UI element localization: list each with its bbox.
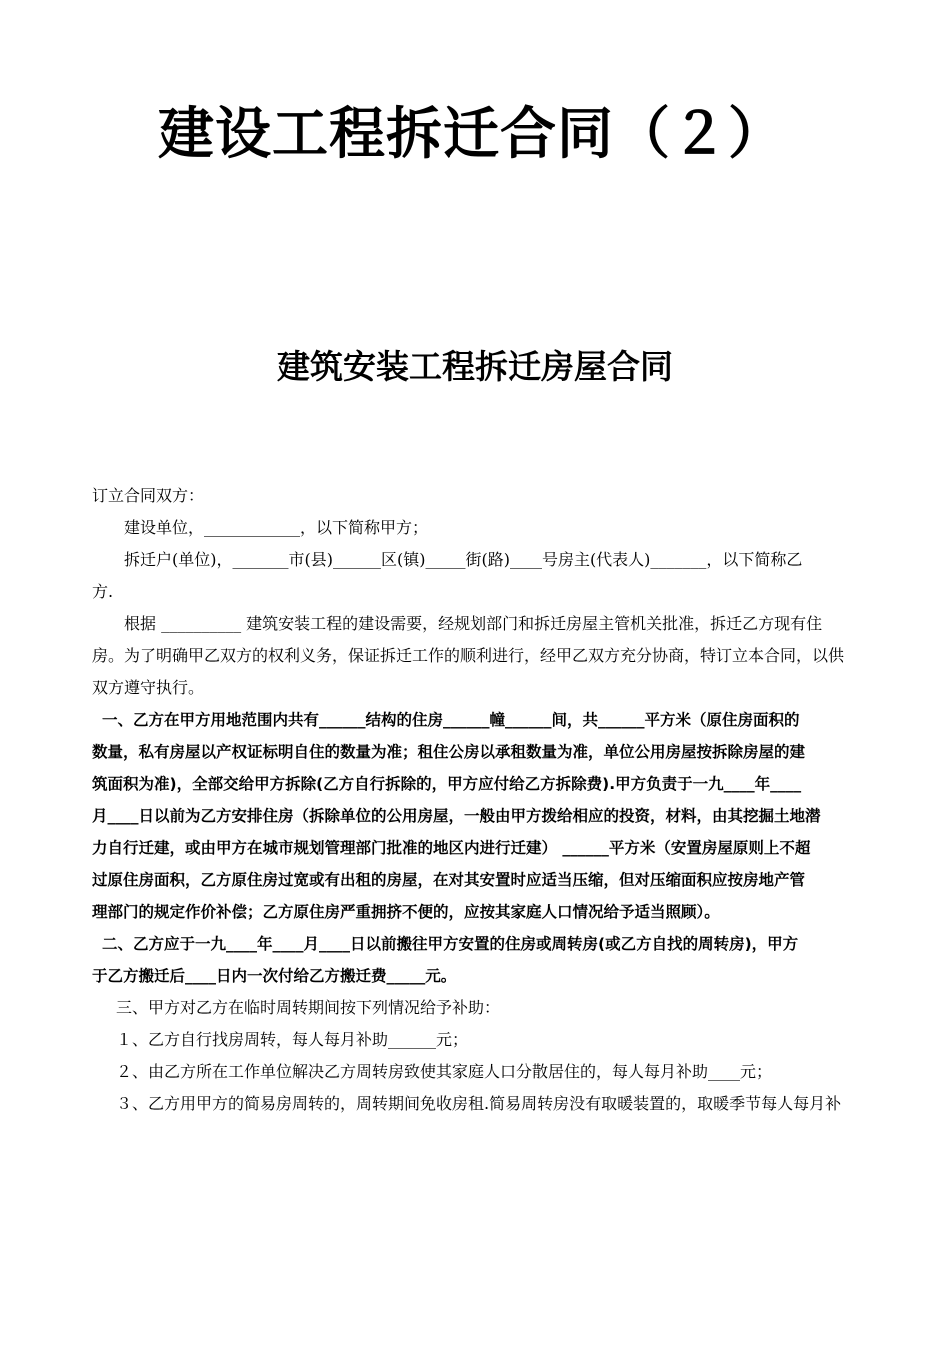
text-line: ３、乙方用甲方的简易房周转的，周转期间免收房租.简易周转房没有取暖装置的，取暖季节每人每月补 [116,1094,842,1113]
clause-3-heading [92,992,860,1024]
text-line: 拆迁户(单位)，_______市(县)______区(镇)_____街(路)____号房主(代表人)_______，以下简称乙 [124,550,803,569]
clause-1 [92,704,860,928]
main-title: 建设工程拆迁合同（２） [158,102,785,167]
basis-paragraph [92,608,860,704]
text-line: 二、乙方应于一九____年____月____日以前搬往甲方安置的住房或周转房(或乙方自找的周转房)，甲方 [102,935,799,953]
text-line: 筑面积为准)，全部交给甲方拆除(乙方自行拆除的，甲方应付给乙方拆除费).甲方负责于一九____年____ [92,775,802,793]
party-a [92,512,860,544]
text-line: 方. [92,582,114,601]
text-line: 一、乙方在甲方用地范围内共有______结构的住房______幢______间，共______平方米（原住房面积的 [102,711,800,729]
text-line: 力自行迁建，或由甲方在城市规划管理部门批准的地区内进行迁建） ______平方米（安置房屋原则上不超 [92,839,811,857]
text-line: 房。为了明确甲乙双方的权利义务，保证拆迁工作的顺利进行，经甲乙双方充分协商，特订立本合同，以供 [92,646,845,665]
clause-3-item-3 [92,1088,860,1120]
text-line: ２、由乙方所在工作单位解决乙方周转房致使其家庭人口分散居住的，每人每月补助____元； [116,1062,773,1081]
text-line: 建设单位，____________，以下简称甲方； [124,518,429,537]
text-line: 三、甲方对乙方在临时周转期间按下列情况给予补助： [116,998,501,1017]
clause-3-item-2 [92,1056,860,1088]
contract-body [92,480,860,1120]
text-line: 过原住房面积，乙方原住房过宽或有出租的房屋，在对其安置时应适当压缩，但对压缩面积应按房地产管 [92,871,806,889]
clause-2 [92,928,860,992]
text-line: 双方遵守执行。 [92,678,205,697]
sub-title: 建筑安装工程拆迁房屋合同 [277,347,673,386]
text-line: 数量，私有房屋以产权证标明自住的数量为准；租住公房以承租数量为准，单位公用房屋按拆除房屋的建 [92,743,806,761]
text-line: 月____日以前为乙方安排住房（拆除单位的公用房屋，一般由甲方拨给相应的投资，材料，由其挖掘土地潜 [92,807,821,825]
party-b [92,544,860,608]
text-line: 根据 __________ 建筑安装工程的建设需要，经规划部门和拆迁房屋主管机关批准，拆迁乙方现有住 [124,614,823,633]
clause-3-item-1 [92,1024,860,1056]
text-line: １、乙方自行找房周转，每人每月补助______元； [116,1030,469,1049]
text-line: 订立合同双方： [92,486,205,505]
parties-heading [92,480,860,512]
text-line: 理部门的规定作价补偿；乙方原住房严重拥挤不便的，应按其家庭人口情况给予适当照顾）。 [92,903,720,921]
text-line: 于乙方搬迁后____日内一次付给乙方搬迁费_____元。 [92,967,457,985]
